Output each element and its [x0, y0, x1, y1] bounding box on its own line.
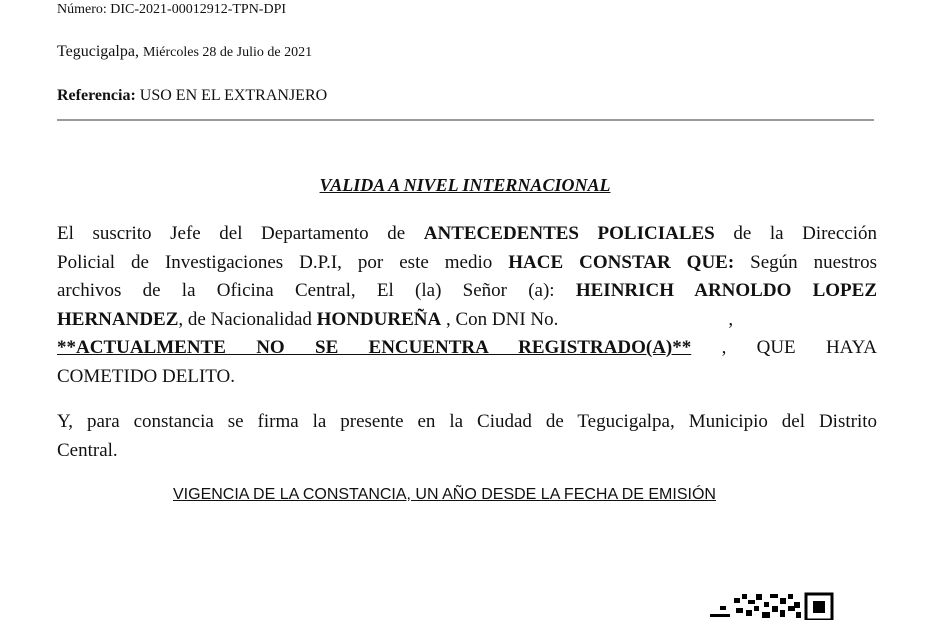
body-line-6: COMETIDO DELITO.	[57, 365, 236, 387]
closing-text-1a: Y, para constancia se firma la presente en la Ciudad de Tegucigalpa,	[57, 411, 675, 432]
reference-label: Referencia:	[57, 87, 136, 104]
body-line-4	[57, 306, 877, 335]
validity-note: VIGENCIA DE LA CONSTANCIA, UN AÑO DESDE LA FECHA DE EMISIÓN	[173, 486, 716, 503]
person-name-part-1: HEINRICH ARNOLDO LOPEZ	[575, 280, 877, 301]
body-line-1	[57, 220, 877, 249]
document-number	[57, 2, 286, 18]
certificate-paragraph	[57, 220, 877, 391]
body-line-5	[57, 334, 877, 363]
body-text-4b: , de Nacionalidad	[178, 308, 312, 330]
reference-value: USO EN EL EXTRANJERO	[139, 87, 328, 104]
closing-line-1	[57, 408, 877, 437]
department-name: ANTECEDENTES POLICIALES	[423, 223, 715, 244]
body-text-1a: El suscrito Jefe del Departamento de	[57, 223, 406, 244]
certifies-phrase: HACE CONSTAR QUE:	[508, 251, 735, 273]
date-line	[57, 43, 312, 61]
body-text-3a: archivos de la Oficina Central, El (la) Señor (a):	[57, 280, 555, 301]
nationality: HONDUREÑA	[316, 308, 442, 330]
body-text-5b: , QUE HAYA	[721, 337, 877, 358]
city: Tegucigalpa,	[57, 43, 139, 60]
divider	[57, 119, 874, 121]
person-name-part-2: HERNANDEZ	[57, 308, 179, 330]
closing-text-1b: Municipio del Distrito	[688, 411, 878, 432]
body-line-2	[57, 249, 877, 278]
body-text-2a: Policial de Investigaciones D.P.I, por este medio	[57, 251, 493, 273]
number-label: Número:	[57, 2, 107, 17]
number-value: DIC-2021-00012912-TPN-DPI	[110, 2, 287, 17]
body-text-4d: , Con DNI No.	[445, 308, 559, 330]
closing-paragraph	[57, 408, 877, 465]
document-title: VALIDA A NIVEL INTERNACIONAL	[319, 175, 611, 195]
closing-line-2: Central.	[57, 439, 118, 461]
body-line-3	[57, 277, 877, 306]
body-text-4e: ,	[728, 308, 734, 330]
body-text-2c: Según nuestros	[750, 251, 877, 273]
qr-code-icon	[706, 588, 846, 620]
record-status: **ACTUALMENTE NO SE ENCUENTRA REGISTRADO(A)**	[57, 337, 692, 358]
reference-line	[57, 87, 327, 105]
body-text-1c: de la Dirección	[733, 223, 878, 244]
issue-date: Miércoles 28 de Julio de 2021	[142, 45, 313, 60]
